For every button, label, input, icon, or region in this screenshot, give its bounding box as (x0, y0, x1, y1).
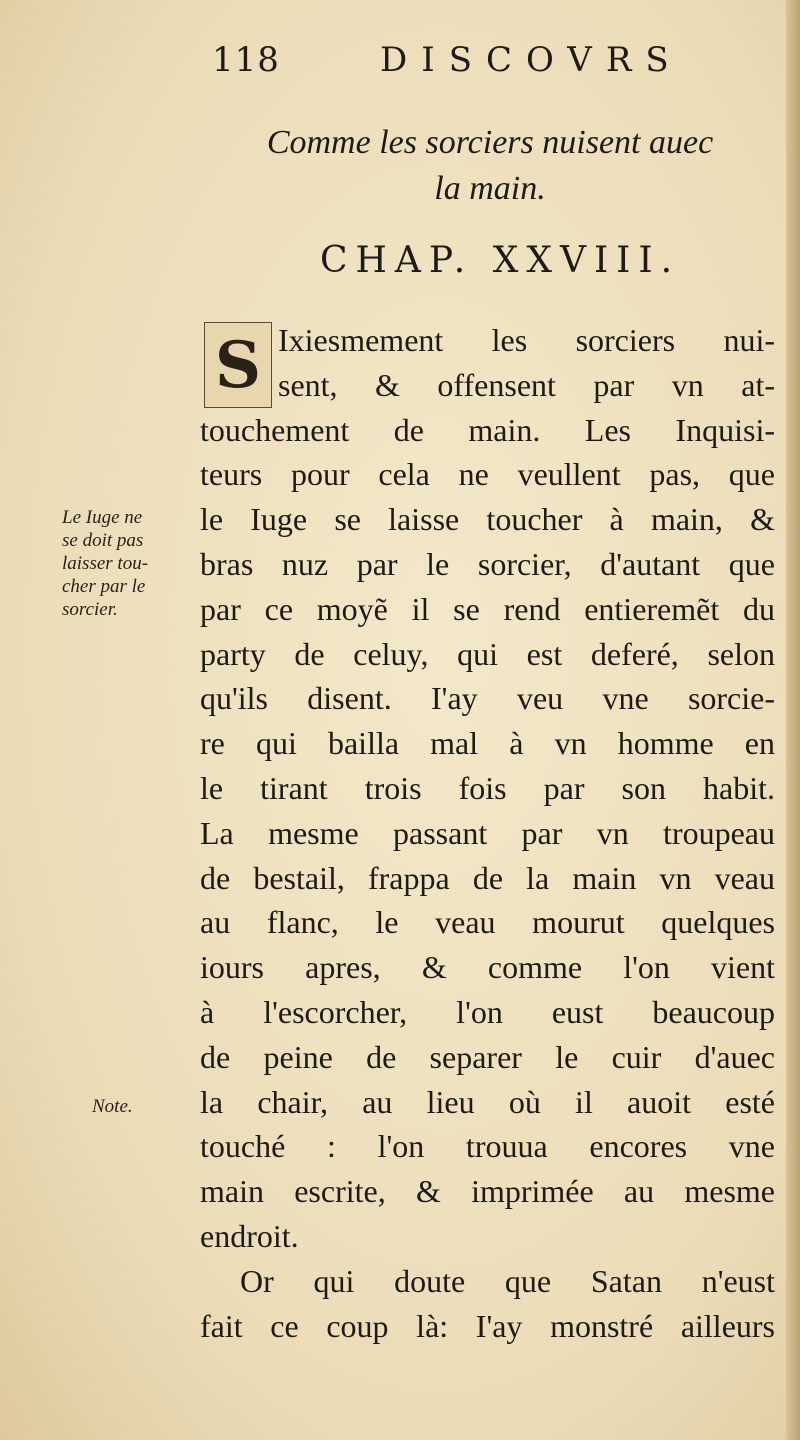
section-heading-line-1: Comme les sorciers nuisent auec (266, 124, 714, 161)
margin-note-line: laisser tou- (62, 553, 149, 574)
text-line: touché : l'on trouua encores vne (200, 1128, 775, 1165)
text-line: Ixiesmement les sorciers nui- (278, 322, 775, 358)
text-line: bras nuz par le sorcier, d'autant que (200, 545, 775, 582)
text-line: La mesme passant par vn troupeau (200, 814, 775, 851)
text-line: touchement de main. Les Inquisi- (200, 411, 775, 448)
text-line: main escrite, & imprimée au mesme (200, 1173, 775, 1210)
text-line: qu'ils disent. I'ay veu vne sorcie- (200, 680, 775, 717)
text-line: iours apres, & comme l'on vient (200, 949, 775, 986)
margin-note-note: Note. (92, 1096, 133, 1117)
page-number: 118 (212, 40, 280, 80)
page-header (200, 40, 683, 90)
dropcap-letter: S (204, 322, 272, 408)
text-line: sent, & offensent par vn at- (278, 366, 775, 403)
text-line: à l'escorcher, l'on eust beaucoup (200, 993, 775, 1030)
page-edge (786, 0, 800, 1440)
margin-note-judge (62, 506, 202, 621)
text-line: de peine de separer le cuir d'auec (200, 1038, 775, 1075)
text-line: par ce moyẽ il se rend entieremẽt du (200, 590, 775, 627)
text-line: party de celuy, qui est deferé, selon (200, 635, 775, 672)
running-title: DISCOVRS (380, 40, 683, 80)
text-line: au flanc, le veau mourut quelques (200, 904, 775, 941)
text-line: fait ce coup là: I'ay monstré ailleurs (200, 1307, 775, 1344)
margin-note-line: se doit pas (62, 530, 144, 551)
text-line: re qui bailla mal à vn homme en (200, 725, 775, 762)
body-text (200, 318, 775, 1348)
margin-note-line: sorcier. (62, 599, 118, 620)
text-line: la chair, au lieu où il auoit esté (200, 1083, 775, 1120)
text-line: le Iuge se laisse toucher à main, & (200, 501, 775, 538)
chapter-title: CHAP. XXVIII. (319, 240, 681, 281)
text-line: Or qui doute que Satan n'eust (240, 1262, 775, 1299)
section-heading (240, 120, 740, 212)
text-line: de bestail, frappa de la main vn veau (200, 859, 775, 896)
text-line: teurs pour cela ne veullent pas, que (200, 456, 775, 493)
margin-note-line: Le Iuge ne (62, 507, 143, 528)
margin-note-line: cher par le (62, 576, 146, 597)
section-heading-line-2: la main. (434, 170, 546, 207)
text-line: endroit. (200, 1217, 299, 1254)
text-line: le tirant trois fois par son habit. (200, 769, 775, 806)
